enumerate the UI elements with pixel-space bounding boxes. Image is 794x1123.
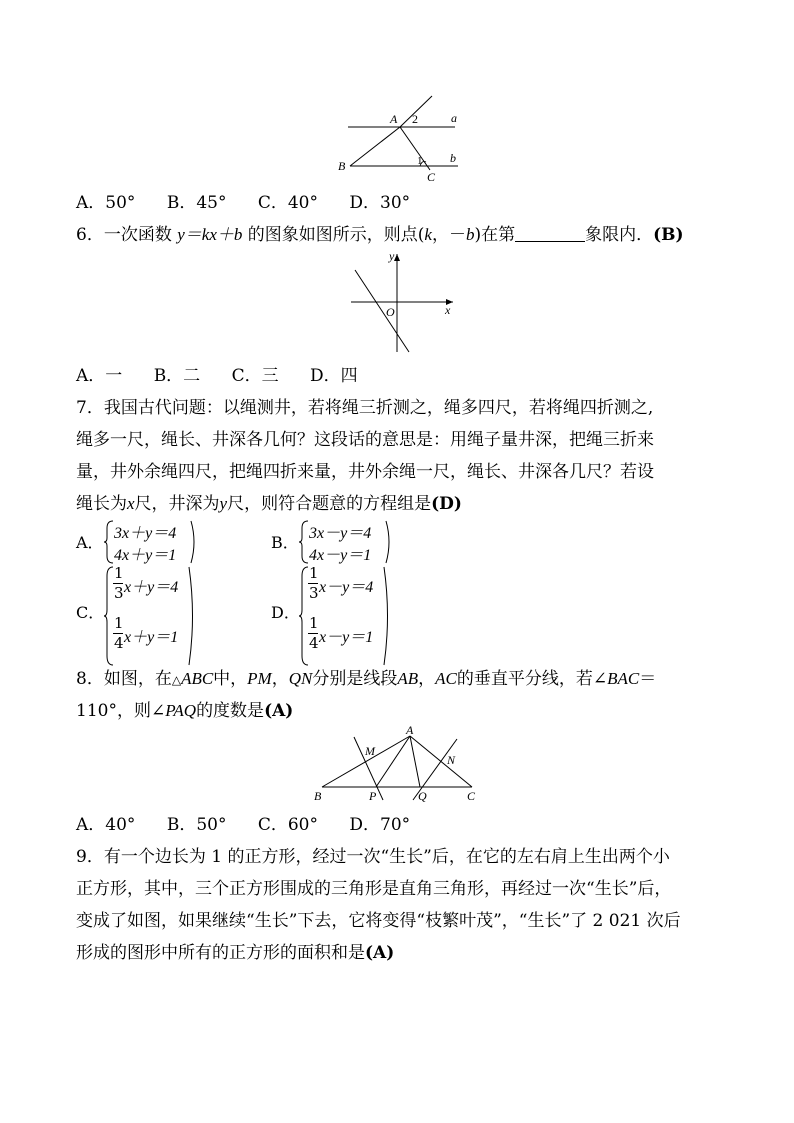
q5-figure bbox=[330, 92, 470, 184]
right-paren bbox=[188, 566, 196, 666]
label-Q: Q bbox=[418, 789, 427, 803]
axis-label-x: x bbox=[445, 303, 451, 317]
right-paren bbox=[190, 520, 198, 564]
q8-line-1: 8．如图，在△ABC中，PM，QN分别是线段AB，AC的垂直平分线，若∠BAC＝ bbox=[76, 669, 657, 689]
right-paren bbox=[383, 566, 391, 666]
q6-answer-blank bbox=[515, 225, 585, 242]
q7-line-1: 7．我国古代问题：以绳测井，若将绳三折测之，绳多四尺，若将绳四折测之, bbox=[76, 398, 654, 418]
function-line bbox=[355, 270, 409, 352]
label-M: M bbox=[365, 744, 375, 758]
label-a: a bbox=[451, 111, 457, 125]
q7-option-b: B． 3x－y＝4 4x－y＝1 bbox=[271, 520, 411, 564]
q8-option-b: B．50° bbox=[166, 815, 227, 835]
segment-AQ bbox=[410, 736, 420, 787]
q6-options bbox=[76, 365, 384, 387]
q7-option-a: A． 3x＋y＝4 4x＋y＝1 bbox=[76, 520, 216, 564]
label-B: B bbox=[314, 789, 322, 803]
segment-BA bbox=[350, 127, 400, 166]
label-C: C bbox=[467, 789, 476, 803]
q8-option-d: D．70° bbox=[349, 815, 411, 835]
q8-line-2: 110°，则∠PAQ的度数是(A) bbox=[76, 701, 294, 721]
q7-a-eq2: 4x＋y＝1 bbox=[114, 547, 177, 564]
label-A: A bbox=[406, 724, 414, 737]
q7-line-4: 绳长为x尺，井深为y尺，则符合题意的方程组是(D) bbox=[76, 494, 462, 514]
label-C: C bbox=[427, 170, 436, 184]
q8-option-c: C．60° bbox=[257, 815, 318, 835]
q6-stem: 6．一次函数 y＝kx＋b 的图象如图所示，则点(k，－b)在第 象限内．(B) bbox=[76, 225, 684, 245]
q5-option-c: C．40° bbox=[257, 193, 318, 213]
q6-option-d: D．四 bbox=[310, 366, 358, 386]
label-b: b bbox=[450, 151, 456, 165]
q6-function-expr: y＝kx＋b bbox=[177, 225, 243, 244]
q9-line-1: 9．有一个边长为 1 的正方形，经过一次“生长”后，在它的左右肩上生出两个小 bbox=[76, 847, 670, 867]
q9-line-3: 变成了如图，如果继续“生长”下去，它将变得“枝繁叶茂”，“生长”了 2 021 次后 bbox=[76, 911, 681, 931]
q5-option-a: A．50° bbox=[76, 193, 136, 213]
label-B: B bbox=[338, 159, 346, 173]
q5-options bbox=[76, 192, 436, 214]
label-A: A bbox=[390, 112, 398, 126]
q7-a-eq1: 3x＋y＝4 bbox=[114, 525, 177, 542]
q6-option-a: A．一 bbox=[76, 366, 123, 386]
q8-options bbox=[76, 814, 436, 836]
left-brace bbox=[104, 566, 114, 666]
q8-figure bbox=[310, 724, 490, 804]
q6-answer: (B) bbox=[653, 225, 684, 245]
q9-answer: (A) bbox=[365, 943, 395, 963]
q9-line-2: 正方形，其中，三个正方形围成的三角形是直角三角形，再经过一次“生长”后， bbox=[76, 879, 672, 899]
origin-label: O bbox=[386, 305, 395, 319]
q7-option-d: D． 1 3 x－y＝4 1 4 x－y＝1 bbox=[271, 564, 411, 666]
q6-option-b: B．二 bbox=[153, 366, 201, 386]
q7-answer: (D) bbox=[431, 494, 462, 514]
left-brace bbox=[299, 520, 309, 564]
q7-d-eq1: x－y＝4 bbox=[319, 579, 374, 596]
y-axis-arrow bbox=[394, 254, 400, 261]
q5-option-d: D．30° bbox=[349, 193, 411, 213]
q9-line-4: 形成的图形中所有的正方形的面积和是(A) bbox=[76, 943, 395, 963]
segment-AP bbox=[376, 736, 410, 787]
q7-c-eq2: x＋y＝1 bbox=[124, 629, 179, 646]
segment-AC bbox=[400, 127, 430, 170]
q7-c-eq1: x＋y＝4 bbox=[124, 579, 179, 596]
q7-b-eq2: 4x－y＝1 bbox=[309, 547, 372, 564]
label-N: N bbox=[447, 753, 456, 767]
right-paren bbox=[385, 520, 393, 564]
q7-b-eq1: 3x－y＝4 bbox=[309, 525, 372, 542]
q8-option-a: A．40° bbox=[76, 815, 136, 835]
q8-answer: (A) bbox=[264, 701, 294, 721]
axis-label-y: y bbox=[389, 249, 395, 263]
left-brace bbox=[299, 566, 309, 666]
label-P: P bbox=[369, 789, 377, 803]
q5-option-b: B．45° bbox=[166, 193, 227, 213]
q7-line-3: 量，井外余绳四尺，把绳四折来量，井外余绳一尺，绳长、井深各几尺？若设 bbox=[76, 462, 654, 482]
q6-option-c: C．三 bbox=[231, 366, 279, 386]
q7-line-2: 绳多一尺，绳长、井深各几何？这段话的意思是：用绳子量井深，把绳三折来 bbox=[76, 430, 654, 450]
label-1: 1 bbox=[417, 155, 423, 167]
q6-figure bbox=[345, 248, 460, 356]
q7-d-eq2: x－y＝1 bbox=[319, 629, 374, 646]
label-2: 2 bbox=[412, 112, 418, 126]
q7-option-c: C． 1 3 x＋y＝4 1 4 x＋y＝1 bbox=[76, 564, 216, 666]
left-brace bbox=[104, 520, 114, 564]
